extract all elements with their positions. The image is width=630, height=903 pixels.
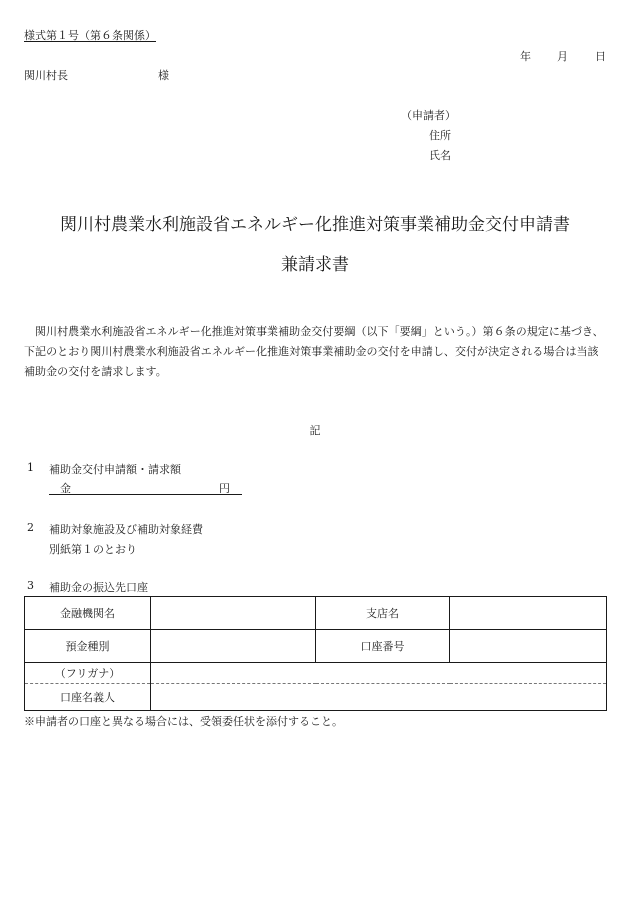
- bank-account-table: [24, 596, 607, 711]
- account-holder-label: 口座名義人: [25, 684, 151, 711]
- table-row: [25, 684, 607, 711]
- date-day-label: 日: [595, 50, 606, 63]
- applicant-label: （申請者）: [401, 109, 456, 122]
- institution-input[interactable]: [151, 597, 316, 630]
- furigana-label: （フリガナ）: [25, 663, 151, 684]
- addressee-suffix: 様: [158, 69, 169, 82]
- amount-suffix: 円: [219, 482, 230, 495]
- addressee: [24, 67, 169, 83]
- deposit-type-input[interactable]: [151, 630, 316, 663]
- institution-label: 金融機関名: [25, 597, 151, 630]
- account-holder-input[interactable]: [151, 684, 607, 711]
- application-body-text: 関川村農業水利施設省エネルギー化推進対策事業補助金交付要綱（以下「要綱」という。）第６条の規定に基づき、下記のとおり関川村農業水利施設省エネルギー化推進対策事業補助金の交付を申請し、交付が決定される場合は当該補助金の交付を請求します。: [24, 325, 604, 378]
- item-3-number: 3: [27, 579, 34, 592]
- addressee-name: 関川村長: [24, 69, 68, 82]
- item-2-number: 2: [27, 521, 34, 534]
- date-year-label: 年: [520, 50, 531, 63]
- footnote: ※申請者の口座と異なる場合には、受領委任状を添付すること。: [24, 715, 343, 728]
- deposit-type-label: 預金種別: [25, 630, 151, 663]
- branch-label: 支店名: [316, 597, 450, 630]
- date-month-label: 月: [557, 50, 568, 63]
- document-title: 関川村農業水利施設省エネルギー化推進対策事業補助金交付申請書: [60, 215, 570, 235]
- table-row: [25, 597, 607, 630]
- ki-heading: 記: [309, 424, 321, 437]
- branch-input[interactable]: [450, 597, 607, 630]
- table-row: [25, 663, 607, 684]
- item-1-label: 補助金交付申請額・請求額: [49, 463, 181, 476]
- table-row: [25, 630, 607, 663]
- furigana-input[interactable]: [151, 663, 607, 684]
- amount-field[interactable]: [49, 480, 242, 495]
- amount-prefix: 金: [60, 482, 71, 495]
- item-2-label: 補助対象施設及び補助対象経費: [49, 523, 203, 536]
- applicant-name-label: 氏名: [429, 149, 451, 162]
- item-2-detail: 別紙第１のとおり: [49, 543, 137, 556]
- item-3-label: 補助金の振込先口座: [49, 581, 148, 594]
- item-1-number: 1: [27, 461, 34, 474]
- applicant-address-label: 住所: [429, 129, 451, 142]
- account-number-input[interactable]: [450, 630, 607, 663]
- account-number-label: 口座番号: [316, 630, 450, 663]
- document-subtitle: 兼請求書: [281, 255, 349, 275]
- form-number: 様式第１号（第６条関係）: [24, 29, 156, 42]
